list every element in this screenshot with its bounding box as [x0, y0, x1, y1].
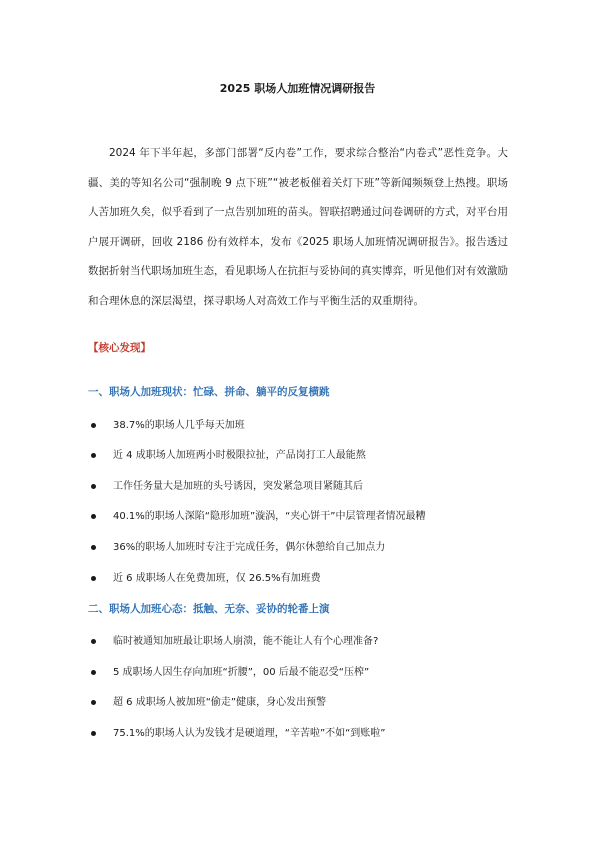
- bullet-icon: [91, 514, 96, 519]
- bullet-icon: [91, 484, 96, 489]
- page-title: 2025 职场人加班情况调研报告: [219, 82, 376, 95]
- list-item-text: 75.1%的职场人认为发钱才是硬道理，“辛苦啦”不如“到账啦”: [113, 728, 386, 739]
- list-item: [88, 538, 385, 553]
- list-item: [88, 569, 321, 584]
- bullet-icon: [91, 453, 96, 458]
- bullet-icon: [91, 700, 96, 705]
- list-item: [88, 693, 326, 708]
- bullet-icon: [91, 423, 96, 428]
- list-item-text: 40.1%的职场人深陷“隐形加班”漩涡，“夹心饼干”中层管理者情况最糟: [113, 511, 426, 522]
- list-item: [88, 724, 386, 739]
- bullet-icon: [91, 731, 96, 736]
- bullet-icon: [91, 670, 96, 675]
- list-item: [88, 477, 363, 492]
- section-1-heading: 一、职场人加班现状：忙碌、拼命、躺平的反复横跳: [88, 386, 330, 398]
- list-item-text: 38.7%的职场人几乎每天加班: [113, 420, 245, 431]
- core-findings-label: 【核心发现】: [88, 342, 151, 354]
- section-2-heading: 二、职场人加班心态：抵触、无奈、妥协的轮番上演: [88, 603, 330, 615]
- intro-paragraph: 2024 年下半年起，多部门部署“反内卷”工作，要求综合整治“内卷式”恶性竞争。大疆、美的等知名公司“强制晚 9 点下班”“被老板催着关灯下班”等新闻频频登上热搜。职场人苦加班久矣，似乎看到了一点告别加班的苗头。智联招聘通过问卷调研的方式，对平台用户展开调研，回收 2186 份有效样本，发布《2025 职场人加班情况调研报告》。报告透过数据折射当代职场加班生态，看见职场人在抗拒与妥协间的真实博弈，听见他们对有效激励和合理休息的深层渴望，探寻职场人对高效工作与平衡生活的双重期待。: [88, 147, 508, 307]
- list-item: [88, 446, 366, 461]
- list-item-text: 临时被通知加班最让职场人崩溃，能不能让人有个心理准备?: [113, 636, 379, 647]
- list-item: [88, 416, 245, 431]
- bullet-icon: [91, 639, 96, 644]
- list-item-text: 5 成职场人因生存向加班“折腰”，00 后最不能忍受“压榨”: [113, 667, 370, 678]
- list-item: [88, 632, 378, 647]
- list-item-text: 超 6 成职场人被加班“偷走”健康，身心发出预警: [113, 697, 327, 708]
- bullet-icon: [91, 576, 96, 581]
- bullet-icon: [91, 545, 96, 550]
- list-item: [88, 507, 426, 522]
- list-item-text: 36%的职场人加班时专注于完成任务，偶尔休憩给自己加点力: [113, 542, 386, 553]
- list-item-text: 工作任务量大是加班的头号诱因，突发紧急项目紧随其后: [113, 481, 363, 492]
- list-item-text: 近 4 成职场人加班两小时极限拉扯，产品岗打工人最能熬: [113, 450, 366, 461]
- list-item-text: 近 6 成职场人在免费加班，仅 26.5%有加班费: [113, 573, 321, 584]
- list-item: [88, 663, 369, 678]
